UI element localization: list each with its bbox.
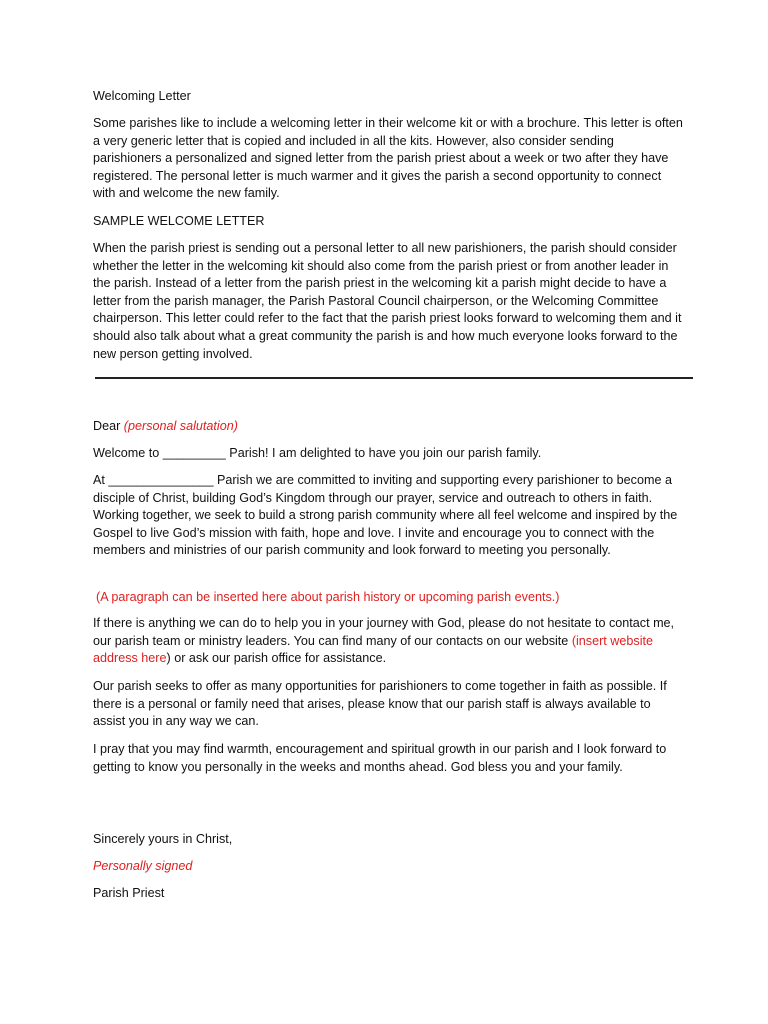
help-text-end: ) or ask our parish office for assistance. <box>166 651 387 666</box>
sample-paragraph: When the parish priest is sending out a personal letter to all new parishioners, the parish should consider whether the letter in the welcoming kit should also come from the parish priest or from another leader in the parish. Instead of a letter from the parish priest in the welcoming kit a parish might decide to have a letter from the parish manager, the Parish Pastoral Council chairperson, or the Welcoming Committee chairperson. This letter could refer to the fact that the parish priest looks forward to welcoming them and it should also talk about what a great community the parish is and how much everyone looks forward to the new person getting involved. <box>93 241 682 361</box>
website-placeholder: (insert website address here <box>93 633 654 666</box>
dear-text: Dear <box>93 419 121 433</box>
closing-line: Sincerely yours in Christ, <box>93 832 233 846</box>
document-heading: Welcoming Letter <box>93 89 191 103</box>
salutation-placeholder: (personal salutation) <box>123 419 238 433</box>
welcome-line: Welcome to _________ Parish! I am delighted to have you join our parish family. <box>93 446 542 460</box>
salutation-line <box>93 418 683 436</box>
help-paragraph <box>93 615 683 668</box>
signature-note: Personally signed <box>93 859 193 873</box>
opportunities-paragraph: Our parish seeks to offer as many opportunities for parishioners to come together in faith as possible. If there is a personal or family need that arises, please know that our parish staff is always available to assist you in any way we can. <box>93 679 667 729</box>
signer-title: Parish Priest <box>93 886 165 900</box>
divider-line <box>95 377 693 379</box>
prayer-paragraph: I pray that you may find warmth, encouragement and spiritual growth in our parish and I look forward to getting to know you personally in the weeks and months ahead. God bless you and your family. <box>93 742 667 774</box>
help-text-start: If there is anything we can do to help you in your journey with God, please do not hesitate to contact me, our parish team or ministry leaders. You can find many of our contacts on our website <box>93 616 675 648</box>
insert-note: (A paragraph can be inserted here about parish history or upcoming parish events.) <box>96 590 560 604</box>
sample-heading: SAMPLE WELCOME LETTER <box>93 214 265 228</box>
commitment-paragraph: At _______________ Parish we are committed to inviting and supporting every parishioner to become a disciple of Christ, building God’s Kingdom through our prayer, service and outreach to others in faith. Working together, we seek to build a strong parish community where all feel welcome and inspired by the Gospel to live God’s mission with faith, hope and love. I invite and encourage you to connect with the members and ministries of our parish community and look forward to meeting you personally. <box>93 473 678 558</box>
intro-paragraph: Some parishes like to include a welcoming letter in their welcome kit or with a brochure. This letter is often a very generic letter that is copied and included in all the kits. However, also consider sending parishioners a personalized and signed letter from the parish priest about a week or two after they have registered. The personal letter is much warmer and it gives the parish a second opportunity to connect with and welcome the new family. <box>93 116 683 201</box>
